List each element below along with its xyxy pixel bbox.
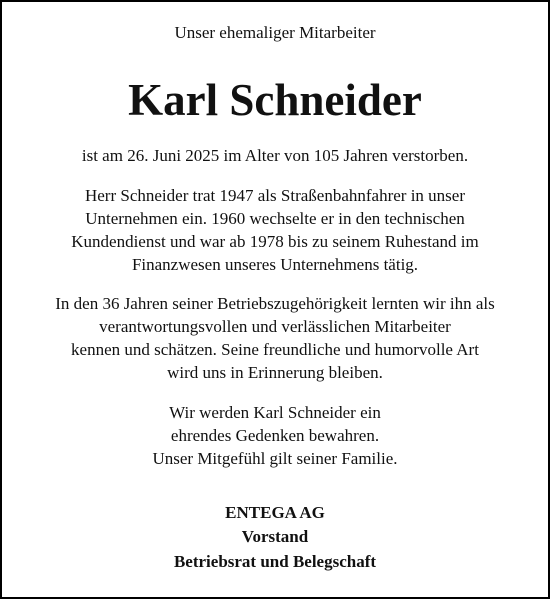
- deceased-name: Karl Schneider: [128, 75, 422, 125]
- paragraph-line: In den 36 Jahren seiner Betriebszugehörigkeit lernten wir ihn als: [55, 294, 495, 313]
- signature-company: ENTEGA AG: [225, 503, 325, 522]
- signature-board: Vorstand: [241, 527, 309, 546]
- death-notice-line: ist am 26. Juni 2025 im Alter von 105 Jahren verstorben.: [81, 146, 469, 165]
- paragraph-line: kennen und schätzen. Seine freundliche und humorvolle Art: [71, 340, 479, 359]
- paragraph-line: Unternehmen ein. 1960 wechselte er in den technischen: [85, 209, 465, 228]
- paragraph-line: ehrendes Gedenken bewahren.: [170, 426, 380, 445]
- paragraph-line: Herr Schneider trat 1947 als Straßenbahnfahrer in unser: [84, 186, 465, 205]
- signature-staff: Betriebsrat und Belegschaft: [173, 552, 377, 571]
- paragraph-line: Kundendienst und war ab 1978 bis zu seinem Ruhestand im: [71, 232, 479, 251]
- paragraph-line: wird uns in Erinnerung bleiben.: [167, 363, 383, 382]
- paragraph-line: Unser Mitgefühl gilt seiner Familie.: [152, 449, 398, 468]
- obituary-notice: [2, 2, 548, 597]
- paragraph-line: Finanzwesen unseres Unternehmens tätig.: [131, 255, 419, 274]
- intro-line: Unser ehemaliger Mitarbeiter: [174, 23, 376, 42]
- paragraph-line: verantwortungsvollen und verlässlichen Mitarbeiter: [99, 317, 451, 336]
- paragraph-line: Wir werden Karl Schneider ein: [169, 403, 381, 422]
